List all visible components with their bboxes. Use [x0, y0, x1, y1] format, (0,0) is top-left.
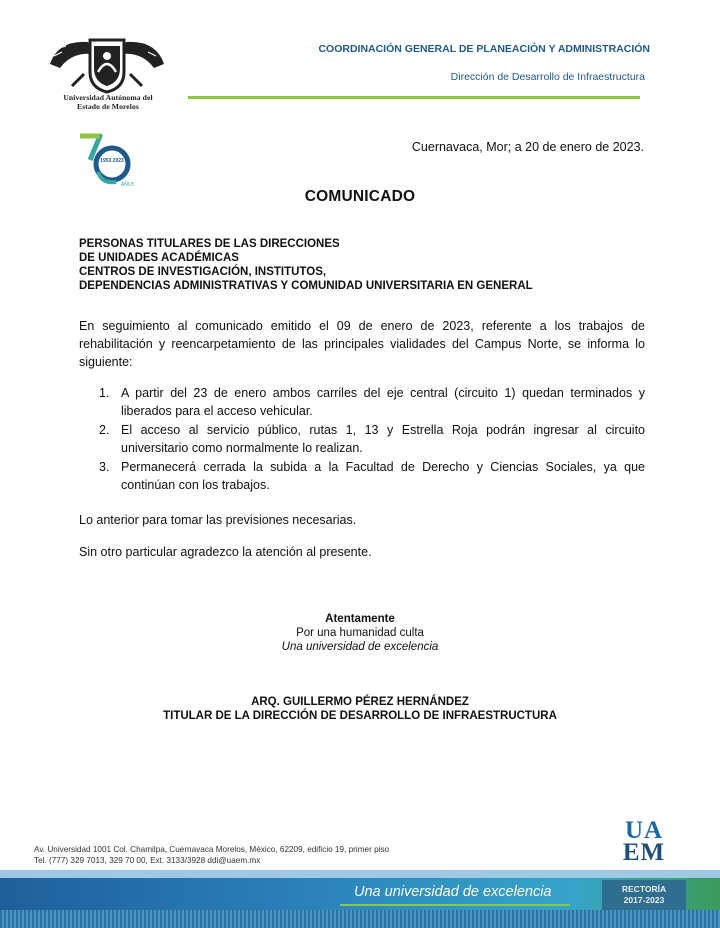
- university-name: [44, 94, 172, 111]
- list-item: [99, 384, 645, 420]
- anniversary-years: 1953 2023: [100, 158, 124, 164]
- list-item-number: 2.: [99, 423, 110, 437]
- list-item-text: El acceso al servicio público, rutas 1, 13 y Estrella Roja podrán ingresar al circuito universitario como normalmente lo realizan.: [121, 423, 645, 455]
- footer-address-line2: Tel. (777) 329 7013, 329 70 00, Ext. 3133/3928 ddi@uaem.mx: [34, 855, 261, 865]
- list-item: [99, 458, 645, 494]
- uaem-logo-bottom: EM: [622, 839, 666, 866]
- header-divider: [188, 96, 640, 99]
- signer-position: TITULAR DE LA DIRECCIÓN DE DESARROLLO DE INFRAESTRUCTURA: [163, 710, 557, 722]
- footer-band-stripe: [0, 910, 720, 928]
- closing-block: [0, 612, 720, 654]
- list-item-number: 1.: [99, 386, 110, 400]
- numbered-list: [99, 384, 645, 495]
- closing-regards: Atentamente: [325, 613, 395, 625]
- uaem-logo-top: UA: [624, 817, 664, 844]
- anniversary-logo: [78, 130, 134, 190]
- addressee-line: DEPENDENCIAS ADMINISTRATIVAS Y COMUNIDAD UNIVERSITARIA EN GENERAL: [79, 280, 533, 292]
- addressee-block: [79, 237, 533, 293]
- slogan-underline: [340, 904, 570, 906]
- thanks-paragraph: Sin otro particular agradezco la atención al presente.: [79, 545, 372, 559]
- closing-motto-italic: Una universidad de excelencia: [281, 641, 439, 653]
- university-name-line1: Universidad Autónoma del: [63, 93, 153, 102]
- closing-motto: Por una humanidad culta: [296, 627, 424, 639]
- university-logo: [44, 32, 172, 112]
- intro-paragraph: En seguimiento al comunicado emitido el 09 de enero de 2023, referente a los trabajos de rehabilitación y reencarpetamiento de las principales vialidades del Campus Norte, se informa lo siguiente:: [79, 319, 645, 369]
- footer-band-light: [0, 870, 720, 878]
- addressee-line: DE UNIDADES ACADÉMICAS: [79, 252, 239, 264]
- seventy-years-icon: [78, 130, 134, 190]
- rectoria-years: 2017-2023: [623, 895, 665, 905]
- signer-block: [0, 695, 720, 723]
- footer-address-line1: Av. Universidad 1001 Col. Chamilpa, Cuernavaca Morelos, México, 62209, edificio 19, primer piso: [34, 845, 390, 854]
- letter-date: Cuernavaca, Mor; a 20 de enero de 2023.: [411, 140, 644, 154]
- note-paragraph: Lo anterior para tomar las previsiones necesarias.: [79, 513, 357, 527]
- addressee-line: CENTROS DE INVESTIGACIÓN, INSTITUTOS,: [79, 266, 327, 278]
- rectoria-label: RECTORÍA: [621, 884, 667, 894]
- addressee-line: PERSONAS TITULARES DE LAS DIRECCIONES: [79, 238, 340, 250]
- list-item-number: 3.: [99, 460, 110, 474]
- footer-slogan: Una universidad de excelencia: [354, 884, 552, 900]
- list-item-text: A partir del 23 de enero ambos carriles del eje central (circuito 1) quedan terminados y liberados para el acceso vehicular.: [121, 386, 645, 418]
- list-item-text: Permanecerá cerrada la subida a la Facultad de Derecho y Ciencias Sociales, ya que continúan con los trabajos.: [121, 460, 645, 492]
- footer-address: [34, 845, 389, 866]
- coordination-title: COORDINACIÓN GENERAL DE PLANEACIÓN Y ADMINISTRACIÓN: [318, 43, 650, 55]
- letter-title: COMUNICADO: [304, 188, 416, 205]
- university-crest-icon: [48, 34, 166, 94]
- university-name-line2: Estado de Morelos: [77, 101, 139, 111]
- direction-subtitle: Dirección de Desarrollo de Infraestructura: [450, 71, 645, 83]
- list-item: [99, 421, 645, 457]
- rectoria-badge: [602, 880, 686, 910]
- signer-name: ARQ. GUILLERMO PÉREZ HERNÁNDEZ: [251, 696, 469, 708]
- uaem-logo: [614, 817, 674, 866]
- anniversary-label: AÑOS: [120, 182, 134, 188]
